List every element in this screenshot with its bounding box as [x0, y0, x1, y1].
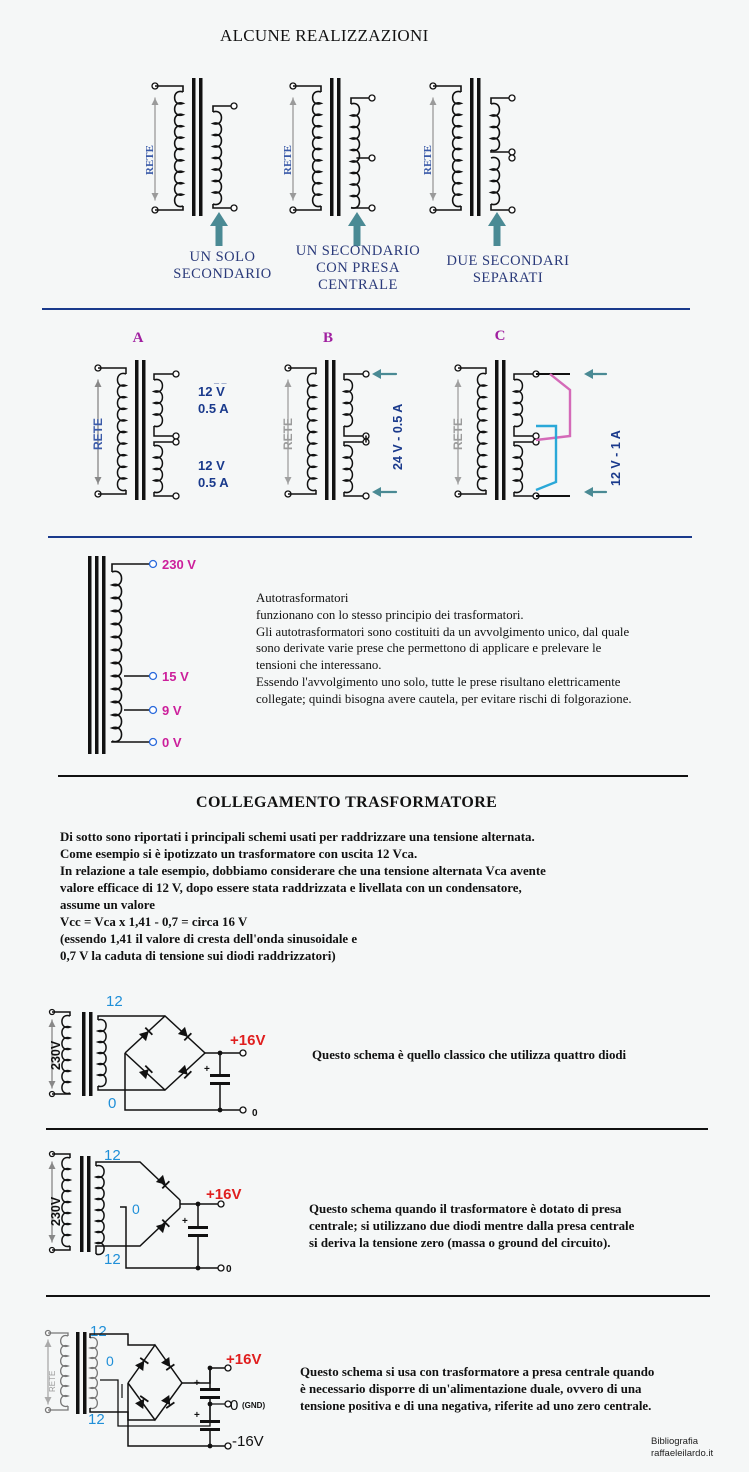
- caption-two-secondaries: DUE SECONDARI SEPARATI: [446, 253, 570, 286]
- circuit3-description: Questo schema si usa con trasformatore a presa centrale quando è necessario disporre di un'alimentazione duale, ovvero di una tensione positiva e di una negativa, riferite ad uno zero centrale.: [300, 1365, 655, 1414]
- primary-arrow: [49, 1162, 56, 1169]
- rete-label: RETE: [144, 145, 156, 175]
- output-terminal: [225, 1443, 231, 1449]
- output-terminal: [218, 1265, 224, 1271]
- positive-output-label: +16V: [206, 1186, 242, 1203]
- transformer-core: [82, 1012, 86, 1096]
- rete-label: RETE: [282, 145, 294, 175]
- junction-dot: [196, 1266, 201, 1271]
- capacitor-plus-sign: +: [194, 1410, 200, 1421]
- tap-label: 9 V: [162, 703, 182, 718]
- secondary-bottom-label: 12: [104, 1251, 121, 1268]
- primary-arrow: [45, 1397, 52, 1404]
- letter-a: A: [132, 330, 144, 346]
- rete-label: RETE: [451, 417, 465, 450]
- tap-label: 230 V: [162, 557, 196, 572]
- section4-title: COLLEGAMENTO TRASFORMATORE: [196, 794, 498, 811]
- tap-label: 15 V: [162, 669, 189, 684]
- capacitor: [200, 1420, 220, 1423]
- negative-output-label: -16V: [232, 1433, 264, 1450]
- circuit2-description: Questo schema quando il trasformatore è dotato di presa centrale; si utilizzano due diodi mentre dalla presa centrale si deriva la tensione zero (massa o ground del circuito).: [309, 1202, 635, 1251]
- bridge-diamond: [125, 1016, 205, 1090]
- section1-title: ALCUNE REALIZZAZIONI: [220, 26, 429, 45]
- capacitor-plus-sign: +: [182, 1216, 188, 1227]
- diode: [156, 1175, 169, 1188]
- secondary-coil: [90, 1338, 97, 1409]
- secondary-coil: [98, 1019, 106, 1086]
- rete-label: RETE: [281, 417, 295, 450]
- transformer-core: [87, 1156, 91, 1252]
- primary-arrow: [49, 1235, 56, 1242]
- junction-dot: [208, 1444, 213, 1449]
- caption-center-tap-secondary: UN SECONDARIO CON PRESA CENTRALE: [295, 243, 421, 293]
- junction-dot: [208, 1402, 213, 1407]
- diode: [156, 1220, 169, 1233]
- a-bottom-voltage: 12 V: [198, 458, 225, 473]
- ground-wire: [100, 1380, 226, 1426]
- junction-dot: [208, 1366, 213, 1371]
- capacitor: [200, 1388, 220, 1391]
- divider-4: [46, 1128, 708, 1130]
- junction-dot: [196, 1202, 201, 1207]
- wire: [96, 1162, 180, 1200]
- c-output-label: 12 V - 1 A: [609, 430, 623, 486]
- bridge-diamond: [128, 1345, 182, 1420]
- junction-dot: [218, 1051, 223, 1056]
- secondary-bottom-label: 12: [88, 1411, 105, 1428]
- junction-dot: [218, 1108, 223, 1113]
- primary-arrow: [49, 1020, 56, 1027]
- divider-5: [46, 1295, 710, 1297]
- autotransformer-text: Autotrasformatori funzionano con lo stesso principio dei trasformatori. Gli autotrasformatori sono costituiti da un avvolgimento unico, dal quale sono derivate varie prese che permettono di applicare e prelevare le tensioni che interessano. Essendo l'avvolgimento uno solo, tutte le prese risultano elettricamente collegate; quindi bisogna avere cautela, per evitare rischi di folgorazione.: [256, 591, 632, 706]
- transformer-core: [89, 1012, 93, 1096]
- circuit1-description: Questo schema è quello classico che utilizza quattro diodi: [312, 1048, 627, 1062]
- wire: [98, 1016, 165, 1020]
- footer-credits: Bibliografia raffaeleilardo.it: [651, 1436, 714, 1459]
- diode-triangle: [156, 1220, 169, 1233]
- diode-triangle: [156, 1175, 169, 1188]
- letter-c: C: [494, 328, 506, 344]
- primary-coil: [62, 1015, 70, 1093]
- output-terminal: [240, 1050, 246, 1056]
- rete-label: RETE: [48, 1370, 57, 1392]
- wire: [98, 1086, 165, 1090]
- primary-arrow: [49, 1081, 56, 1088]
- positive-wire: [182, 1368, 226, 1383]
- rete-label: RETE: [422, 145, 434, 175]
- letter-b: B: [322, 330, 334, 346]
- negative-wire: [128, 1383, 226, 1446]
- b-output-label: 24 V - 0.5 A: [391, 403, 405, 470]
- capacitor: [210, 1074, 230, 1077]
- ground-wire: [125, 1053, 240, 1110]
- ground-note-label: (GND): [242, 1401, 266, 1410]
- caption-single-secondary: UN SOLO SECONDARIO: [173, 249, 272, 282]
- primary-arrow: [45, 1340, 52, 1347]
- a-top-overline: _ _: [214, 375, 227, 385]
- tap-label: 0 V: [162, 735, 182, 750]
- primary-voltage-label: 230V: [49, 1196, 63, 1226]
- secondary-coil: [96, 1165, 104, 1254]
- zero-output-label: 0: [252, 1108, 258, 1119]
- rectifier-intro-text: Di sotto sono riportati i principali schemi usati per raddrizzare una tensione alternata. Come esempio si è ipotizzato un trasformatore con uscita 12 Vca. In relazione a tale esempio, dobbiamo considerare che una tensione alternata Vca avente valore efficace di 12 V, dopo essere stata raddrizzata e livellata con un condensatore, assume un valore Vcc = Vca x 1,41 - 0,7 = circa 16 V (essendo 1,41 il valore di cresta dell'onda sinusoidale e 0,7 V la caduta di tensione sui diodi raddrizzatori): [60, 830, 546, 963]
- secondary-zero-label: 0: [108, 1095, 117, 1112]
- transformer-core: [76, 1332, 80, 1414]
- positive-output-label: +16V: [226, 1351, 262, 1368]
- center-tap-label: 0: [106, 1353, 114, 1369]
- a-top-voltage: 12 V: [198, 384, 225, 399]
- transformer-core: [83, 1332, 87, 1414]
- a-top-current: 0.5 A: [198, 401, 229, 416]
- secondary-top-label: 12: [104, 1147, 121, 1164]
- positive-output-label: +16V: [230, 1032, 266, 1049]
- transformer-core: [80, 1156, 84, 1252]
- primary-coil: [61, 1336, 68, 1407]
- center-tap-label: 0: [132, 1201, 140, 1217]
- rete-label: RETE: [91, 417, 105, 450]
- secondary-top-label: 12: [90, 1323, 107, 1340]
- zero-output-label: 0: [226, 1264, 232, 1275]
- capacitor: [188, 1226, 208, 1229]
- primary-voltage-label: 230V: [49, 1040, 63, 1070]
- output-terminal: [240, 1107, 246, 1113]
- primary-coil: [62, 1157, 70, 1246]
- capacitor-plus-sign: +: [204, 1064, 210, 1075]
- ground-output-label: 0: [230, 1397, 239, 1414]
- a-bottom-current: 0.5 A: [198, 475, 229, 490]
- secondary-voltage-label: 12: [106, 993, 123, 1010]
- capacitor-plus-sign: +: [194, 1378, 200, 1389]
